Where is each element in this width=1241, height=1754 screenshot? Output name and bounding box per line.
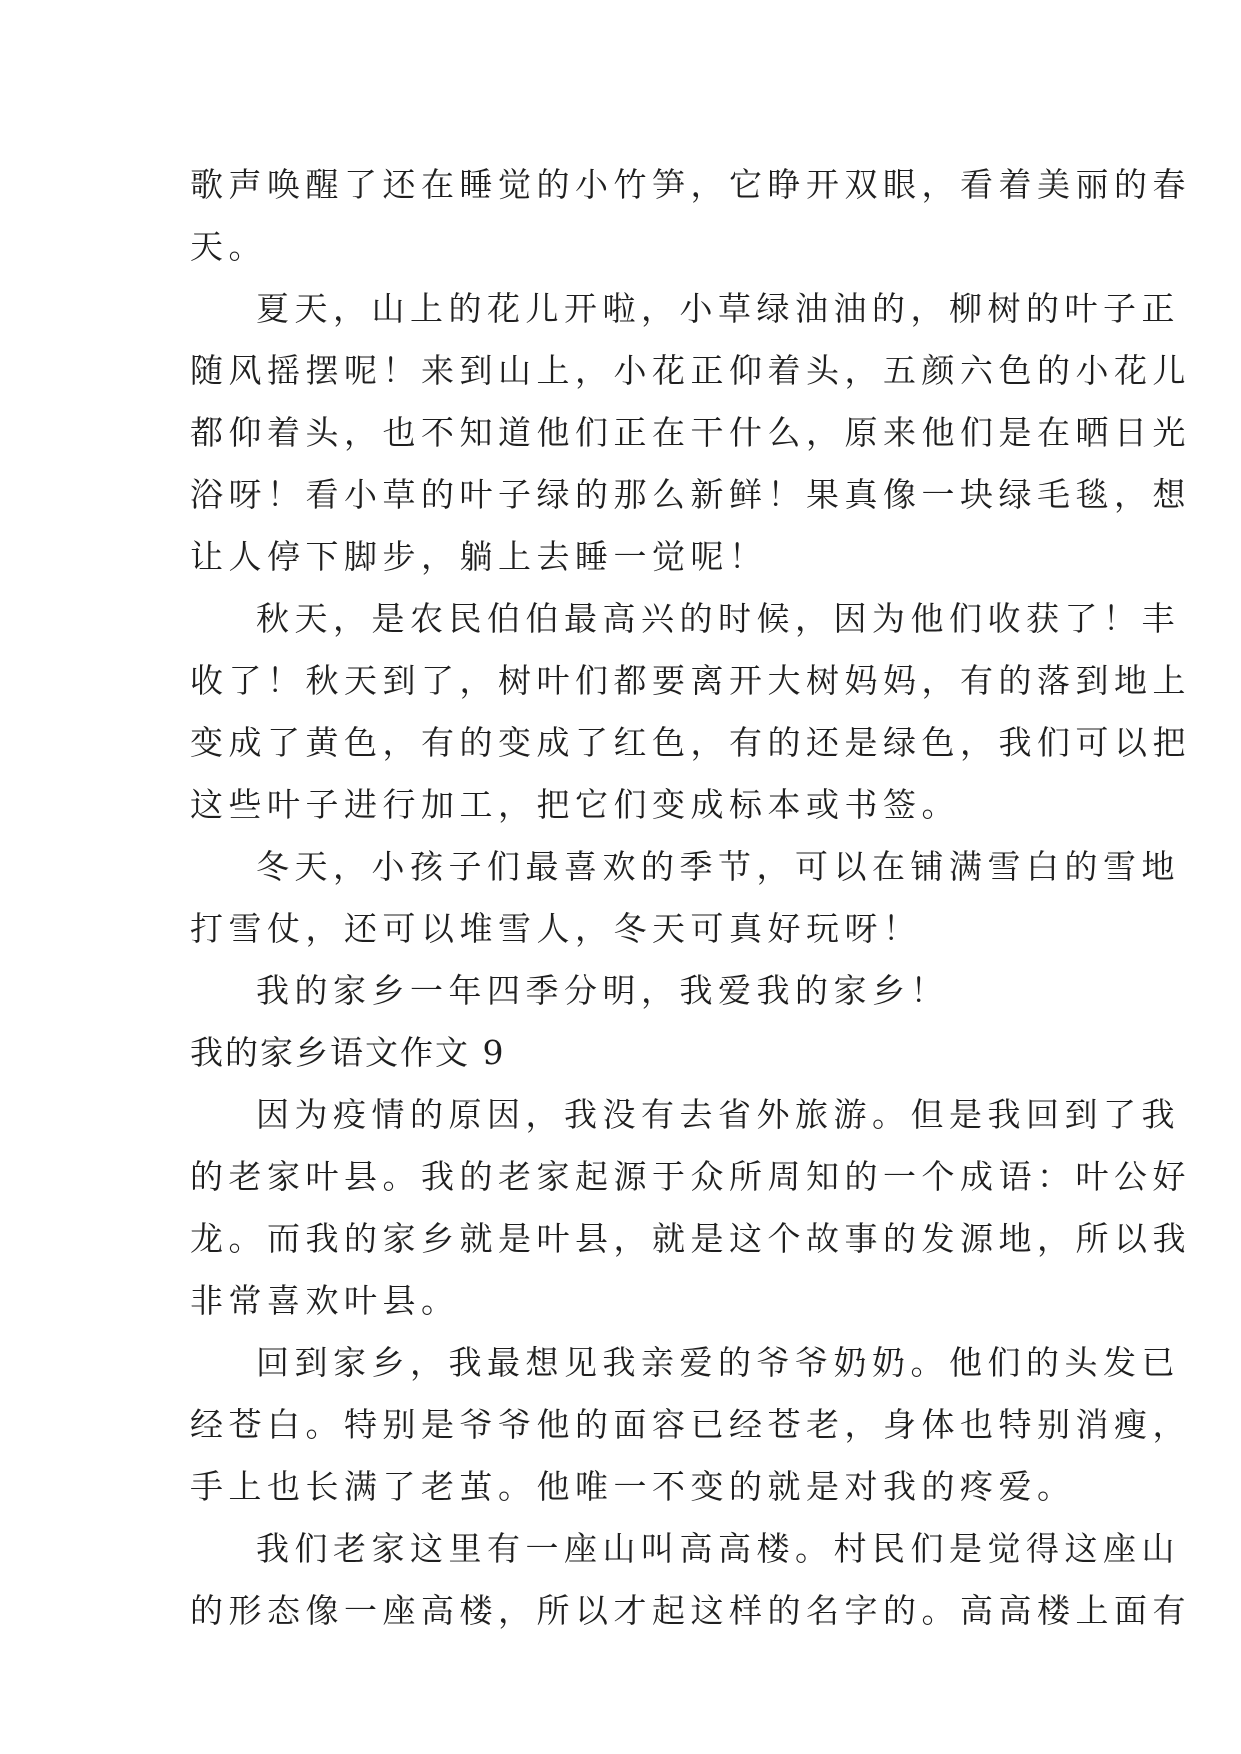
text-line: 都仰着头，也不知道他们正在干什么，原来他们是在晒日光 bbox=[190, 413, 1191, 452]
paragraph-start-line: 冬天，小孩子们最喜欢的季节，可以在铺满雪白的雪地 bbox=[256, 847, 1180, 886]
paragraph-start-line: 秋天，是农民伯伯最高兴的时候，因为他们收获了！丰 bbox=[256, 599, 1180, 638]
text-line: 收了！秋天到了，树叶们都要离开大树妈妈，有的落到地上 bbox=[190, 661, 1191, 700]
section-heading: 我的家乡语文作文 9 bbox=[190, 1033, 506, 1072]
text-line: 打雪仗，还可以堆雪人，冬天可真好玩呀！ bbox=[190, 909, 922, 948]
text-line: 变成了黄色，有的变成了红色，有的还是绿色，我们可以把 bbox=[190, 723, 1191, 762]
paragraph-start-line: 我们老家这里有一座山叫高高楼。村民们是觉得这座山 bbox=[256, 1529, 1180, 1568]
text-line: 的老家叶县。我的老家起源于众所周知的一个成语：叶公好 bbox=[190, 1157, 1191, 1196]
paragraph-start-line: 回到家乡，我最想见我亲爱的爷爷奶奶。他们的头发已 bbox=[256, 1343, 1180, 1382]
paragraph-start-line: 因为疫情的原因，我没有去省外旅游。但是我回到了我 bbox=[256, 1095, 1180, 1134]
paragraph-start-line: 我的家乡一年四季分明，我爱我的家乡！ bbox=[256, 971, 949, 1010]
paragraph-start-line: 夏天，山上的花儿开啦，小草绿油油的，柳树的叶子正 bbox=[256, 289, 1180, 328]
document-page bbox=[190, 154, 1191, 1642]
text-line: 龙。而我的家乡就是叶县，就是这个故事的发源地，所以我 bbox=[190, 1219, 1191, 1258]
text-line: 随风摇摆呢！来到山上，小花正仰着头，五颜六色的小花儿 bbox=[190, 351, 1191, 390]
text-line: 浴呀！看小草的叶子绿的那么新鲜！果真像一块绿毛毯，想 bbox=[190, 475, 1191, 514]
text-line: 非常喜欢叶县。 bbox=[190, 1281, 460, 1320]
text-line: 手上也长满了老茧。他唯一不变的就是对我的疼爱。 bbox=[190, 1467, 1076, 1506]
text-line: 经苍白。特别是爷爷他的面容已经苍老，身体也特别消瘦， bbox=[190, 1405, 1191, 1444]
text-line: 的形态像一座高楼，所以才起这样的名字的。高高楼上面有 bbox=[190, 1591, 1191, 1630]
text-line: 这些叶子进行加工，把它们变成标本或书签。 bbox=[190, 785, 960, 824]
text-line: 歌声唤醒了还在睡觉的小竹笋，它睁开双眼，看着美丽的春 bbox=[190, 165, 1191, 204]
text-line: 天。 bbox=[190, 227, 267, 266]
text-line: 让人停下脚步，躺上去睡一觉呢！ bbox=[190, 537, 768, 576]
